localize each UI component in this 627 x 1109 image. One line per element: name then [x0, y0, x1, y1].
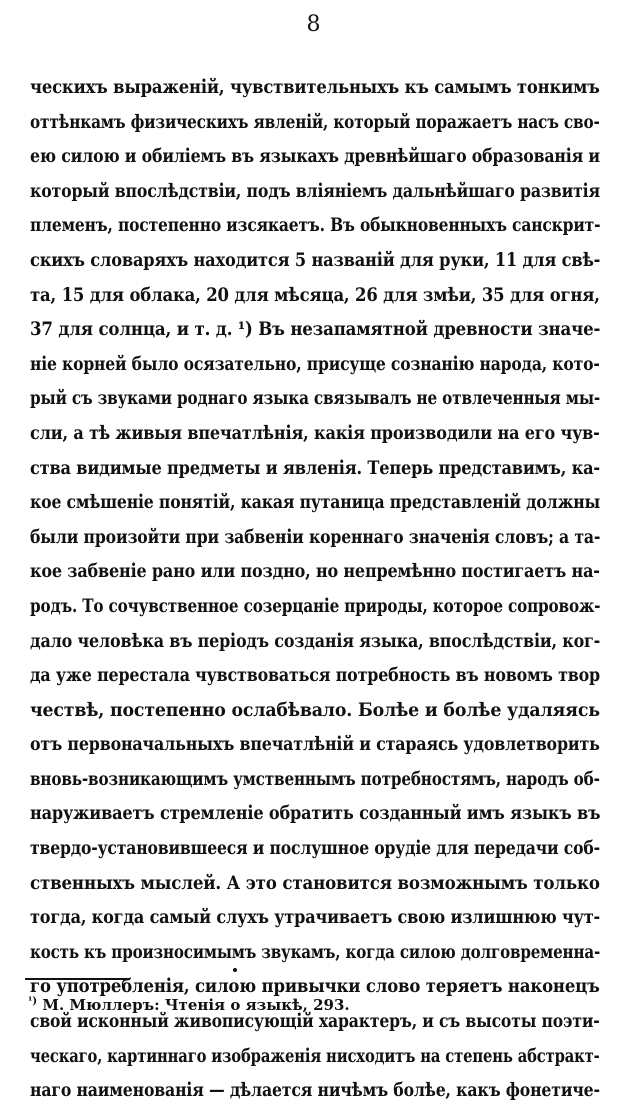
text-line: вновь-возникающимъ умственнымъ потребностямъ, народъ об-	[30, 768, 600, 790]
text-line: ственныхъ мыслей. А это становится возможнымъ только	[30, 872, 600, 894]
footnote-dot-mark	[233, 968, 237, 972]
text-line: который впослѣдствіи, подъ вліяніемъ дальнѣйшаго развитія	[30, 180, 600, 202]
text-line: родъ. То сочувственное созерцаніе природы, которое сопровож-	[30, 595, 601, 617]
text-line: ства видимые предметы и явленія. Теперь представимъ, ка-	[30, 457, 600, 479]
text-line: кое смѣшеніе понятій, какая путаница представленій должны	[30, 492, 601, 514]
text-line: оттѣнкамъ физическихъ явленій, который поражаетъ насъ сво-	[30, 111, 600, 133]
text-line: скихъ словаряхъ находится 5 названій для руки, 11 для свѣ-	[30, 249, 601, 271]
body-text	[30, 71, 610, 1109]
text-line: рый съ звуками роднаго языка связывалъ не отвлеченныя мы-	[30, 388, 601, 410]
text-line: сли, а тѣ живыя впечатлѣнія, какія производили на его чув-	[30, 422, 600, 444]
footnote-text: М. Мюллеръ: Чтенія о языкѣ, 293.	[42, 996, 350, 1014]
text-line: тогда, когда самый слухъ утрачиваетъ свою излишнюю чут-	[30, 907, 601, 929]
text-line: твердо-установившееся и послушное орудіе для передачи соб-	[30, 838, 600, 860]
text-line: чествѣ, постепенно ослабѣвало. Болѣе и болѣе удаляясь	[30, 699, 600, 721]
text-line: ческихъ выраженій, чувствительныхъ къ самымъ тонкимъ	[30, 77, 600, 98]
text-line: кое забвеніе рано или поздно, но непремѣнно постигаетъ на-	[30, 561, 600, 583]
footnote-mark: ¹)	[28, 996, 38, 1007]
footnote	[28, 994, 350, 1016]
text-line: да уже перестала чувствоваться потребность въ новомъ твор	[30, 665, 600, 687]
text-line: ческаго, картиннаго изображенія нисходитъ на степень абстракт-	[30, 1045, 600, 1067]
text-line: отъ первоначальныхъ впечатлѣній и стараясь удовлетворить	[30, 734, 600, 756]
text-line: 37 для солнца, и т. д. ¹) Въ незапамятной древности значе-	[30, 319, 601, 341]
footnote-rule	[25, 978, 130, 980]
text-line: ніе корней было осязательно, присуще сознанію народа, кото-	[30, 353, 600, 375]
text-line: го употребленія, силою привычки слово теряетъ наконецъ	[30, 976, 600, 998]
text-line: кость къ произносимымъ звукамъ, когда силою долговременна-	[30, 941, 601, 963]
text-line: наго наименованія — дѣлается ничѣмъ болѣе, какъ фонетиче-	[30, 1080, 600, 1102]
text-line: та, 15 для облака, 20 для мѣсяца, 26 для змѣи, 35 для огня,	[30, 284, 600, 306]
text-line: наруживаетъ стремленіе обратить созданный имъ языкъ въ	[30, 803, 601, 825]
text-line: ею силою и обиліемъ въ языкахъ древнѣйшаго образованія и	[30, 146, 600, 168]
text-line: были произойти при забвеніи кореннаго значенія словъ; а та-	[30, 526, 601, 548]
text-line: дало человѣка въ періодъ созданія языка, впослѣдствіи, ког-	[30, 630, 601, 652]
text-line: племенъ, постепенно изсякаетъ. Въ обыкновенныхъ санскрит-	[30, 215, 601, 237]
text-line: свой исконный живописующій характеръ, и съ высоты поэти-	[30, 1011, 600, 1033]
page-number: 8	[306, 12, 321, 37]
